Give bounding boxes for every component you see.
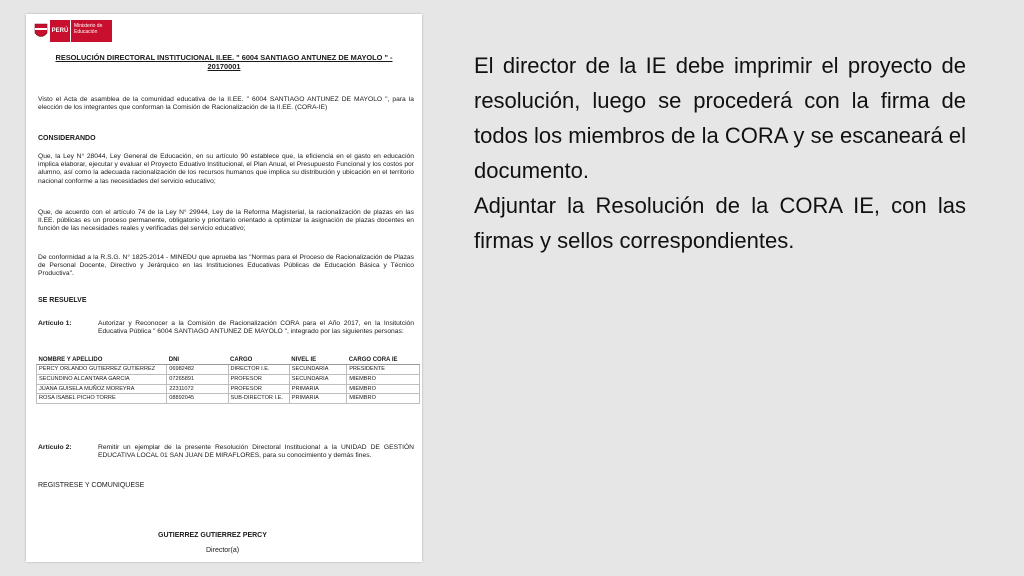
column-header: DNI <box>167 356 228 365</box>
table-cell: MIEMBRO <box>347 384 420 394</box>
signatory-name: GUTIERREZ GUTIERREZ PERCY <box>158 532 267 539</box>
table-cell: PROFESOR <box>228 384 289 394</box>
ministry-logo <box>32 20 112 42</box>
scanned-resolution-document <box>26 14 422 562</box>
table-cell: PRIMARIA <box>289 384 346 394</box>
table-cell: 22311072 <box>167 384 228 394</box>
table-row <box>37 384 420 394</box>
table-row <box>37 365 420 375</box>
table-cell: PERCY ORLANDO GUTIERREZ GUTIERREZ <box>37 365 167 375</box>
considerando-paragraph-3: De conformidad a la R.S.G. N° 1825-2014 - MINEDU que aprueba las "Normas para el Proceso de Racionalización de Plazas de Personal Docente, Directivo y Jerárquico en las Instituciones Educativas Públicas de Educación Básica y Técnico Productiva". <box>38 254 414 278</box>
column-header: CARGO CORA IE <box>347 356 420 365</box>
table-cell: DIRECTOR I.E. <box>228 365 289 375</box>
signatory-role: Director(a) <box>206 547 240 554</box>
article-1-text: Autorizar y Reconocer a la Comisión de Racionalización CORA para el Año 2017, en la Insitutción Educativa Pública " 6004 SANTIAGO ANTUNEZ DE MAYOLO ", integrado por las siguientes personas: <box>98 320 414 336</box>
table-cell: PROFESOR <box>228 374 289 384</box>
logo-country: PERÚ <box>50 20 70 42</box>
table-cell: PRESIDENTE <box>347 365 420 375</box>
table-cell: 06982482 <box>167 365 228 375</box>
table-row <box>37 374 420 384</box>
table-cell: 08892045 <box>167 394 228 404</box>
document-title: RESOLUCIÓN DIRECTORAL INSTITUCIONAL II.EE. " 6004 SANTIAGO ANTUNEZ DE MAYOLO " - 20170001 <box>55 53 393 71</box>
table-cell: SECUNDINO ALCANTARA GARCIA <box>37 374 167 384</box>
table-row <box>37 394 420 404</box>
coat-of-arms-icon <box>32 20 50 42</box>
table-cell: 07265891 <box>167 374 228 384</box>
considerando-paragraph-2: Que, de acuerdo con el artículo 74 de la Ley N° 29944, Ley de la Reforma Magisterial, la racionalización de plazas en las II.EE. públicas es un proceso permanente, obligatorio y prioritario orientado a optimizar la asignación de plazas docentes en función de las necesidades reales y verificadas del servicio educativo; <box>38 209 414 233</box>
considerando-heading: CONSIDERANDO <box>38 135 96 142</box>
resuelve-heading: SE RESUELVE <box>38 297 87 304</box>
closing-text: REGISTRESE Y COMUNIQUESE <box>38 482 145 489</box>
table-header-row <box>37 356 420 365</box>
table-cell: MIEMBRO <box>347 394 420 404</box>
instruction-paragraph-1: El director de la IE debe imprimir el proyecto de resolución, luego se procederá con la firma de todos los miembros de la CORA y se escaneará el documento. <box>474 53 966 183</box>
article-1-label: Artículo 1: <box>38 320 72 327</box>
table-cell: SECUNDARIA <box>289 365 346 375</box>
considerando-paragraph-1: Que, la Ley N° 28044, Ley General de Educación, en su artículo 90 establece que, la eficiencia en el gasto en educación implica elaborar, ejecutar y evaluar el Proyecto Eduativo Institucional, el Plan Anual, el Presupuesto Funcional y los costos por alumno, así como la adecuada racionalización de los recursos humanos que implica su distribución y ubicación en el territorio nacional conforme a las necesidades del servicio educativo; <box>38 153 414 185</box>
intro-paragraph: Visto el Acta de asamblea de la comunidad educativa de la II.EE. " 6004 SANTIAGO ANTUNEZ DE MAYOLO ", para la elección de los integrantes que conforman la Comisión de Racionalización de la II.EE. (CORA-IE) <box>38 96 414 112</box>
instruction-text-block <box>474 48 966 258</box>
table-cell: PRIMARIA <box>289 394 346 404</box>
cora-members-table <box>36 356 420 404</box>
table-cell: SUB-DIRECTOR I.E. <box>228 394 289 404</box>
article-2-label: Artículo 2: <box>38 444 72 451</box>
table-cell: ROSA ISABEL PICHO TORRE <box>37 394 167 404</box>
logo-ministry: Ministerio de Educación <box>70 20 112 42</box>
table-cell: JUANA GUISELA MUÑOZ MOREYRA <box>37 384 167 394</box>
column-header: NOMBRE Y APELLIDO <box>37 356 167 365</box>
instruction-paragraph-2: Adjuntar la Resolución de la CORA IE, con las firmas y sellos correspondientes. <box>474 193 966 253</box>
table-cell: SECUNDARIA <box>289 374 346 384</box>
column-header: NIVEL IE <box>289 356 346 365</box>
table-cell: MIEMBRO <box>347 374 420 384</box>
column-header: CARGO <box>228 356 289 365</box>
article-2-text: Remitir un ejemplar de la presente Resolución Directoral Institucional a la UNIDAD DE GESTIÓN EDUCATIVA LOCAL 01 SAN JUAN DE MIRAFLORES, para su conocimiento y demás fines. <box>98 444 414 460</box>
